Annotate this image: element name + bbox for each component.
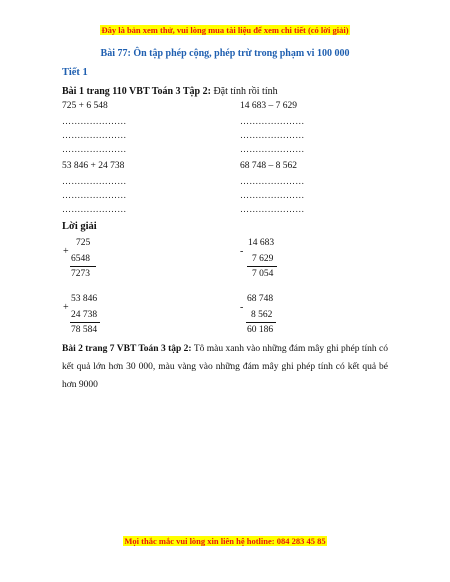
- answer-line: …………………: [62, 176, 127, 186]
- calc-result: 7273: [71, 269, 90, 279]
- preview-notice-text: Đây là bản xem thử, vui lòng mua tài liệu để xem chi tiết (có lời giải): [101, 25, 349, 35]
- calc-underline: [70, 322, 100, 323]
- answer-line: …………………: [62, 116, 127, 126]
- exercise1-instruction: Đặt tính rồi tính: [213, 86, 278, 97]
- hotline-banner: [0, 536, 450, 546]
- calc-operand-bottom: 24 738: [71, 310, 98, 320]
- calc-operand-top: 53 846: [71, 294, 98, 304]
- answer-line: …………………: [240, 204, 305, 214]
- calc-underline: [247, 266, 277, 267]
- calc-result: 78 584: [71, 325, 98, 335]
- answer-line: …………………: [62, 144, 127, 154]
- calc-underline: [70, 266, 96, 267]
- section-title: Tiết 1: [62, 67, 88, 78]
- plus-sign: +: [63, 246, 69, 257]
- answer-line: …………………: [240, 176, 305, 186]
- exercise1-heading: [62, 86, 278, 97]
- answer-line: …………………: [62, 204, 127, 214]
- answer-line: …………………: [62, 130, 127, 140]
- exercise1-label: Bài 1 trang 110 VBT Toán 3 Tập 2:: [62, 86, 211, 97]
- calc-operand-top: 14 683: [248, 238, 275, 248]
- calc-result: 60 186: [247, 325, 274, 335]
- answer-line: …………………: [240, 190, 305, 200]
- calc-operand-bottom: 8 562: [251, 310, 273, 320]
- answer-line: …………………: [62, 190, 127, 200]
- answer-line: …………………: [240, 130, 305, 140]
- preview-notice-banner: [0, 25, 450, 35]
- problem-4: 68 748 – 8 562: [240, 161, 297, 171]
- problem-2: 14 683 – 7 629: [240, 101, 297, 111]
- exercise2-text: Tô màu xanh vào những đám mây ghi phép tính có kết quả lớn hơn 30 000, màu vàng vào những đám mây ghi phép tính có kết quả bé hơn 9000: [62, 344, 388, 390]
- calc-underline: [246, 322, 276, 323]
- solution-title: Lời giải: [62, 221, 97, 232]
- answer-line: …………………: [240, 116, 305, 126]
- plus-sign: +: [63, 302, 69, 313]
- calc-result: 7 054: [252, 269, 274, 279]
- calc-operand-top: 725: [76, 238, 91, 248]
- lesson-title: Bài 77: Ôn tập phép cộng, phép trừ trong phạm vi 100 000: [100, 48, 350, 59]
- calc-operand-top: 68 748: [247, 294, 274, 304]
- answer-line: …………………: [240, 144, 305, 154]
- calc-operand-bottom: 7 629: [252, 254, 274, 264]
- exercise2-label: Bài 2 trang 7 VBT Toán 3 tập 2:: [62, 344, 192, 354]
- minus-sign: -: [240, 246, 244, 257]
- calc-operand-bottom: 6548: [71, 254, 90, 264]
- hotline-text: Mọi thắc mắc vui lòng xin liên hệ hotline: 084 283 45 85: [124, 536, 326, 546]
- problem-1: 725 + 6 548: [62, 101, 108, 111]
- problem-3: 53 846 + 24 738: [62, 161, 125, 171]
- exercise2-paragraph: [62, 340, 388, 394]
- minus-sign: -: [240, 302, 244, 313]
